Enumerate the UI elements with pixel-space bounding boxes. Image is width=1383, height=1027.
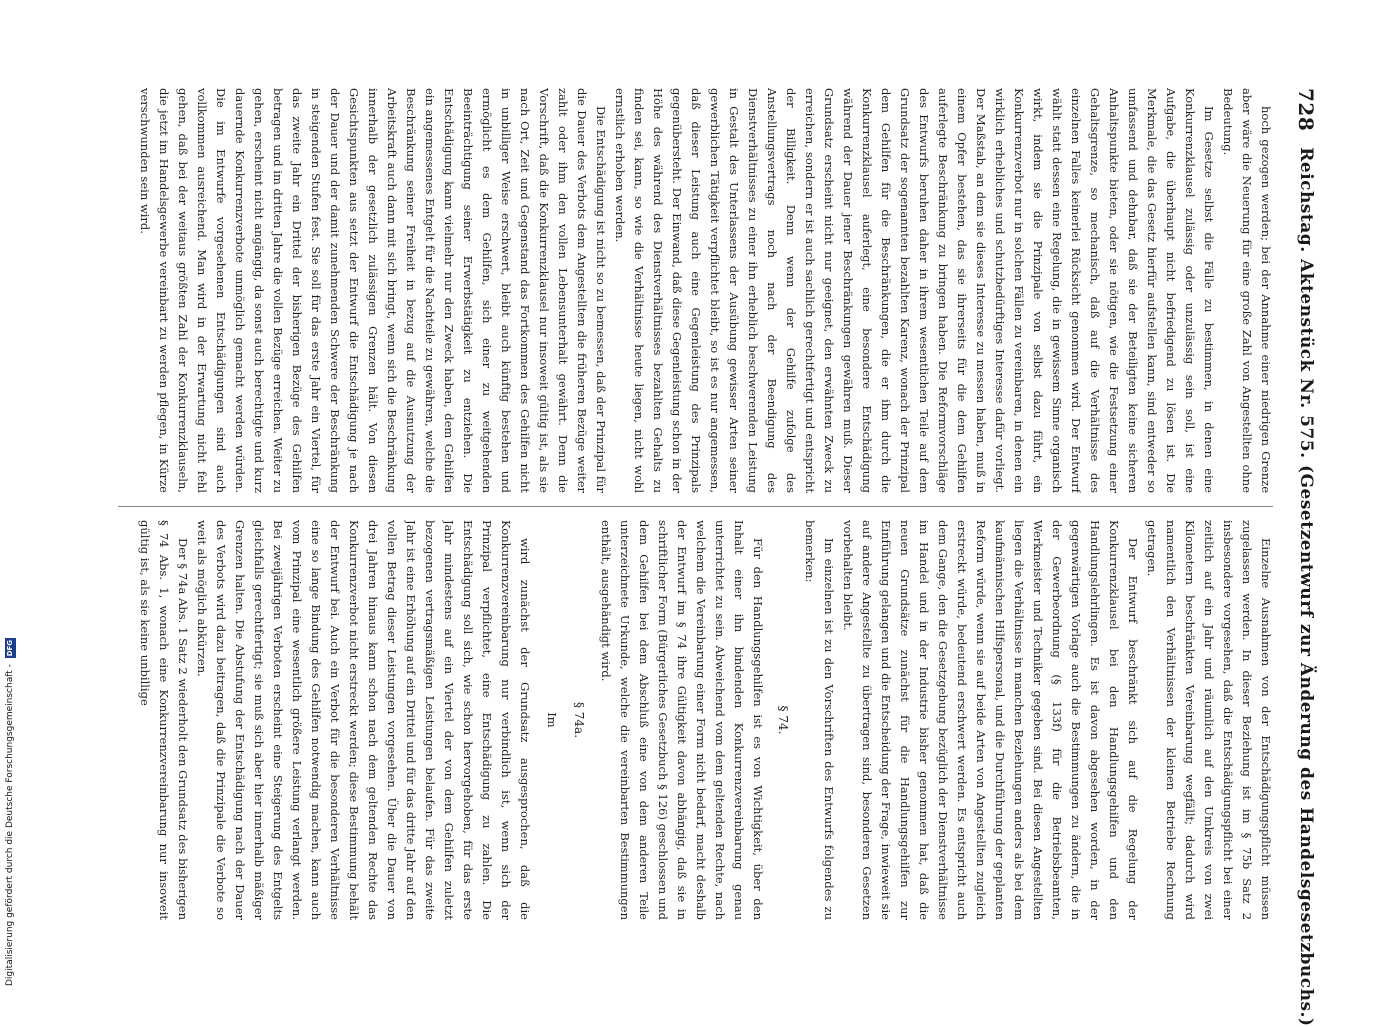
page-title: Reichstag. Aktenstück Nr. 575. (Gesetzentwurf zur Änderung des Handelsgesetzbuchs.): [1296, 147, 1316, 1027]
dfg-logo-icon: DFG: [5, 639, 14, 657]
page-number: 728: [1294, 88, 1318, 132]
paragraph: Der § 74a Abs. 1 Satz 2 wiederholt den Grundsatz des bisherigen § 74 Abs. 1, wonach eine Konkurrenzvereinbarung nur insoweit gültig ist, als sie keine unbillige: [138, 520, 190, 920]
paragraph: hoch gezogen werden; bei der Annahme einer niedrigen Grenze aber wäre die Neuerung für eine große Zahl von Angestellten ohne Bedeutung.: [1221, 88, 1273, 493]
section-heading-74a: § 74a.: [572, 701, 586, 739]
paragraph: Im einzelnen ist zu den Vorschriften des Entwurfs folgendes zu bemerken:: [803, 520, 836, 920]
paragraph: Die Entschädigung ist nicht so zu bemessen, daß der Prinzipal für die Dauer des Verbots dem Angestellten die früheren Bezüge weiter zahlt oder ihm den vollen Lebensunterhalt gewährt. Denn die Vorschrift, daß die Konkurrenzklausel nur insoweit gültig ist, als sie nach Ort, Zeit und Gegenstand das Fortkommen des Gehilfen nicht in unbilliger Weise erschwert, bleibt auch künftig bestehen und ermöglicht es dem Gehilfen, sich einer zu weitgehenden Beeinträchtigung seiner Erwerbstätigkeit zu entziehen. Die Entschädigung kann vielmehr nur den Zweck haben, dem Gehilfen ein angemessenes Entgelt für die Nachteile zu gewähren, welche die Beschränkung seiner Freiheit in bezug auf die Ausnutzung der Arbeitskraft auch dann mit sich bringt, wenn sich die Beschränkung innerhalb der gesetzlich zulässigen Grenzen hält. Von diesen Gesichtspunkten aus setzt der Entwurf die Entschädigung je nach der Dauer und der damit zunehmenden Schwere der Beschränkung in steigenden Stufen fest. Sie soll für das erste Jahr ein Viertel, für das zweite Jahr ein Drittel der bisherigen Bezüge des Gehilfen betragen und im dritten Jahre die vollen Bezüge erreichen. Weiter zu gehen, erscheint nicht angängig, da sonst auch berechtigte und kurz dauernde Konkurrenzverbote unmöglich gemacht werden würden. Die im Entwurfe vorgesehenen Entschädigungen sind auch vollkommen ausreichend. Man wird in der Erwartung nicht fehl gehen, daß bei der weitaus größten Zahl der Konkurrenzklauseln, die jetzt im Handelsgewerbe vereinbart zu werden pflegen, in Kürze verschwunden sein wird.: [138, 88, 608, 493]
paragraph: Für den Handlungsgehilfen ist es von Wichtigkeit, über den Inhalt einer ihn bindenden Konkurrenzvereinbarung genau unterrichtet zu sein. Abweichend vom dem geltenden Rechte, nach welchem die Vereinbarung einer Form nicht bedarf, macht deshalb der Entwurf im § 74 ihre Gültigkeit davon abhängig, daß sie in schriftlicher Form (Bürgerliches Gesetzbuch § 126) geschlossen und dem Gehilfen bei dem Abschluß eine von dem anderen Teile unterzeichnete Urkunde, welche die vereinbarten Bestimmungen enthält, ausgehändigt wird.: [599, 520, 765, 920]
section-intro-word: Im: [545, 712, 559, 728]
digitization-credit: [0, 0, 20, 1000]
page-header: [1289, 88, 1323, 1027]
right-column: [115, 520, 1275, 920]
section-heading-74: § 74.: [776, 705, 790, 735]
paragraph: wird zunächst der Grundsatz ausgesprochen, daß die Konkurrenzvereinbarung nur verbindlich ist, wenn sich der Prinzipal verpflichtet, eine Entschädigung zu zahlen. Die Entschädigung soll sich, wie schon hervorgehoben, für das erste Jahr mindestens auf ein Viertel der von dem Gehilfen zuletzt bezogenen vertragsmäßigen Leistungen belaufen. Für das zweite Jahr ist eine Erhöhung auf ein Drittel und für das dritte Jahr auf den vollen Betrag dieser Leistungen vorgesehen. Über die Dauer von drei Jahren hinaus kann schon nach dem geltenden Rechte das Konkurrenzverbot nicht erstreckt werden; diese Bestimmung behält der Entwurf bei. Auch ein Verbot für die besonderen Verhältnisse eine so lange Bindung des Gehilfen notwendig machen, kann auch vom Prinzipal eine wesentlich größere Leistung verlangt werden. Bei zweijährigen Verboten erscheint eine Steigerung des Entgelts gleichfalls gerechtfertigt; sie muß sich aber hier innerhalb mäßiger Grenzen halten. Die Abstufung der Entschädigung nach der Dauer des Verbots wird dazu beitragen, daß die Prinzipale die Verbote so weit als möglich abkürzen.: [195, 520, 532, 920]
paragraph: Der Entwurf beschränkt sich auf die Regelung der Konkurrenzklausel bei den Handlungsgehilfen und den Handlungslehrlingen. Es ist davon abgesehen worden, in der gegenwärtigen Vorlage auch die Bestimmungen zu ändern, die in der Gewerbeordnung (§ 133f) für die Betriebsbeamten, Werkmeister und Techniker gegeben sind. Bei diesen Angestellten liegen die Verhältnisse in manchen Beziehungen anders als bei dem kaufmännischen Hilfspersonal, und die Durchführung der geplanten Reform würde, wenn sie auf beide Arten von Angestellten zugleich erstreckt würde, bedeutend erschwert werden. Es entspricht auch dem Gange, den die Gesetzgebung bezüglich der Dienstverhältnisse im Handel und in der Industrie bisher genommen hat, daß die neuen Grundsätze zunächst für die Handlungsgehilfen zur Einführung gelangen und die Entscheidung der Frage, inwieweit sie auf andere Angestellte zu übertragen sind, besonderen Gesetzen vorbehalten bleibt.: [841, 520, 1140, 920]
credit-text: Digitalisierung gefördert durch die Deutsche Forschungsgemeinschaft -: [5, 664, 15, 986]
left-column: [115, 88, 1275, 493]
paragraph: Einzelne Ausnahmen von der Entschädigungspflicht müssen zugelassen werden. In dieser Beziehung ist im § 75b Satz 2 insbesondere vorgesehen, daß die Entschädigungspflicht bei einer zeitlich auf ein Jahr und räumlich auf den Umkreis von zwei Kilometern beschränkten Vereinbarung wegfällt; dadurch wird namentlich den Verhältnissen der kleinen Betriebe Rechnung getragen.: [1145, 520, 1273, 920]
paragraph: Im Gesetze selbst die Fälle zu bestimmen, in denen eine Konkurrenzklausel zulässig oder unzulässig sein soll, ist eine Aufgabe, die überhaupt nicht befriedigend zu lösen ist. Die Merkmale, die das Gesetz hierfür aufstellen kann, sind entweder so umfassend und dehnbar, daß sie der Beteiligten keine sicheren Anhaltspunkte bieten, oder sie nötigen, wie die Festsetzung einer Gehaltsgrenze, so mechanisch, daß auf die Verhältnisse des einzelnen Falles keinerlei Rücksicht genommen wird. Der Entwurf wählt statt dessen eine Regelung, die in gewissem Sinne organisch wirkt, indem sie die Prinzipale von selbst dazu führt, ein Konkurrenzverbot nur in solchen Fällen zu vereinbaren, in denen ein wirklich erhebliches und schutzbedürftiges Interesse dafür vorliegt. Der Maßstab, an dem sie dieses Interesse zu messen haben, muß in einem Opfer bestehen, das sie ihrerseits für die dem Gehilfen auferlegte Beschränkung zu bringen haben. Die Reformvorschläge des Entwurfs beruhen daher in ihrem wesentlichen Teile auf dem Grundsatz der sogenannten bezahlten Karenz, wonach der Prinzipal dem Gehilfen für die Beschränkungen, die er ihm durch die Konkurrenzklausel auferlegt, eine besondere Entschädigung während der Dauer jener Beschränkungen gewähren muß. Dieser Grundsatz erscheint nicht nur geeignet, den erwähnten Zweck zu erreichen, sondern er ist auch sachlich gerechtfertigt und entspricht der Billigkeit. Denn wenn der Gehilfe zufolge des Anstellungsvertrags noch nach der Beendigung des Dienstverhältnisses zu einer ihn erheblich beschwerenden Leistung in Gestalt des Unterlassens der Ausübung gewisser Arten seiner gewerblichen Tätigkeit verpflichtet bleibt, so ist es nur angemessen, daß dieser Leistung auch eine Gegenleistung des Prinzipals gegenübersteht. Der Einwand, daß diese Gegenleistung schon in der Höhe des während des Dienstverhältnisses bezahlten Gehalts zu finden sei, kann, so wie die Verhältnisse heute liegen, nicht wohl ernstlich erhoben werden.: [613, 88, 1216, 493]
column-divider: [118, 506, 1273, 507]
